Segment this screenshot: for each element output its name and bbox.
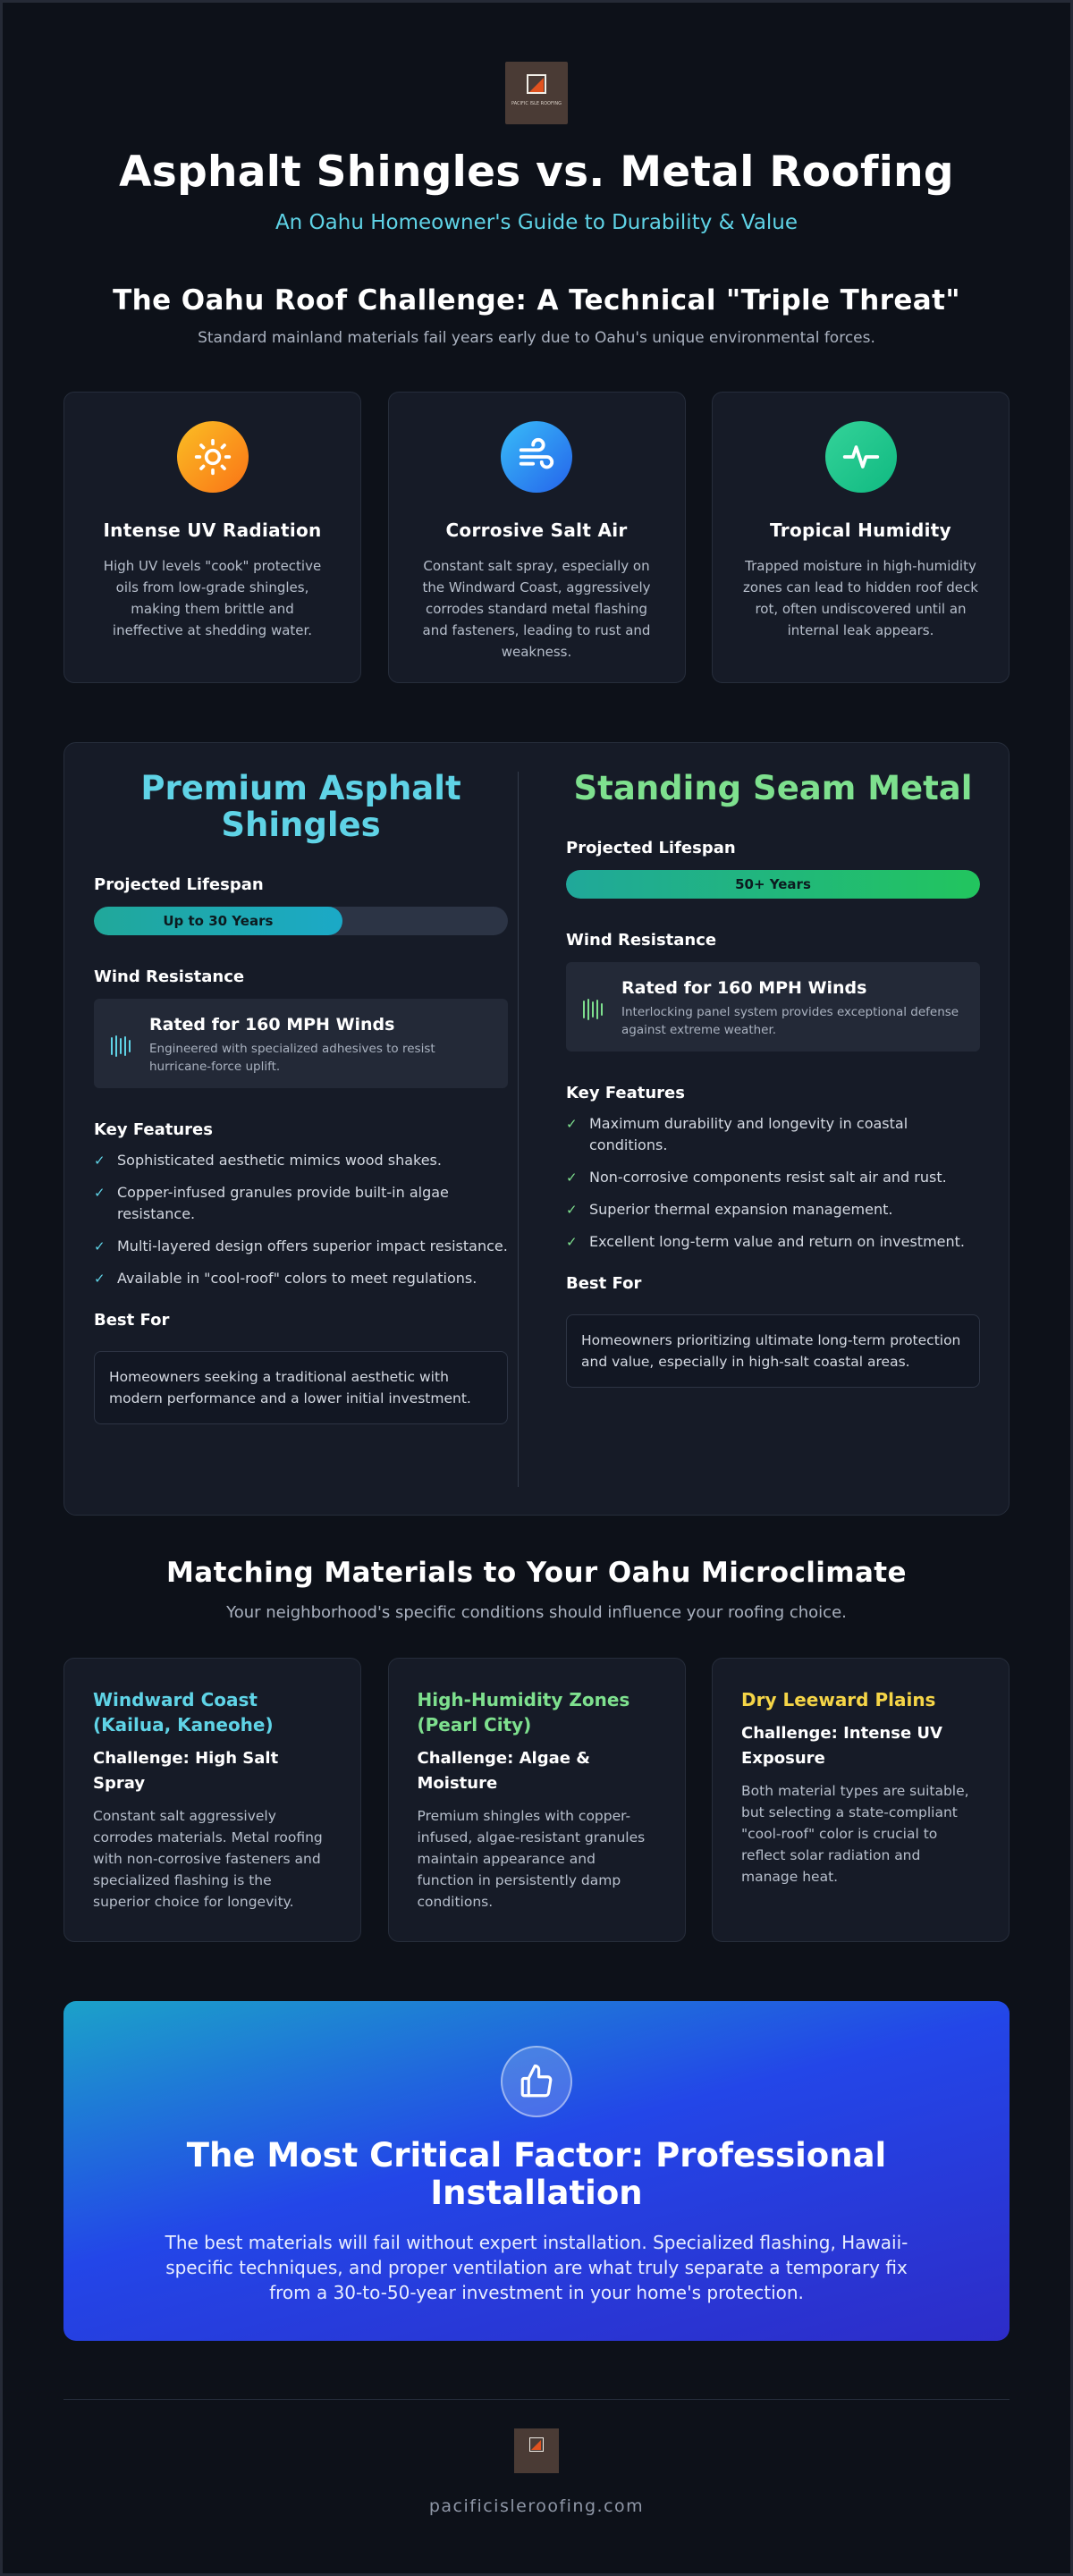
- metal-column: [536, 743, 1009, 1515]
- feature-item: ✓ Excellent long-term value and return on investment.: [566, 1231, 980, 1253]
- microclimate-cards: [63, 1658, 1010, 1942]
- microclimate-card-challenge: Challenge: Intense UV Exposure: [741, 1724, 942, 1768]
- microclimate-card-title: High-Humidity Zones (Pearl City): [417, 1689, 630, 1736]
- lifespan-bar: [566, 870, 980, 899]
- check-icon: ✓: [566, 1202, 578, 1218]
- best-for-box: Homeowners prioritizing ultimate long-term protection and value, especially in high-salt coastal areas.: [566, 1314, 980, 1388]
- asphalt-title: Premium Asphalt Shingles: [140, 769, 461, 844]
- best-for-label: Best For: [566, 1274, 642, 1293]
- callout-text: The best materials will fail without expert installation. Specialized flashing, Hawaii-specific techniques, and proper ventilation are what truly separate a temporary fix from a 30-to-50-year investment in your home's protection.: [165, 2232, 908, 2303]
- threat-text: High UV levels "cook" protective oils from low-grade shingles, making them brittle and ineffective at shedding water.: [103, 558, 322, 638]
- column-divider: [518, 772, 519, 1487]
- thumbs-up-icon: [501, 2046, 572, 2117]
- lifespan-label: Projected Lifespan: [94, 875, 264, 894]
- microclimate-title: Matching Materials to Your Oahu Microclimate: [166, 1557, 907, 1589]
- check-icon: ✓: [566, 1116, 578, 1132]
- features-label: Key Features: [566, 1084, 685, 1102]
- installation-callout: [63, 2001, 1010, 2341]
- callout-title: The Most Critical Factor: Professional Installation: [186, 2136, 887, 2212]
- wind-label: Wind Resistance: [566, 931, 717, 950]
- brand-logo: PACIFIC ISLE ROOFING: [505, 62, 568, 124]
- microclimate-card-humidity: [388, 1658, 686, 1942]
- best-for-box: Homeowners seeking a traditional aesthetic with modern performance and a lower initial investment.: [94, 1351, 508, 1424]
- wind-rating-box: [566, 962, 980, 1052]
- lifespan-bar: [94, 907, 508, 935]
- metal-title: Standing Seam Metal: [573, 769, 973, 807]
- feature-item: ✓ Superior thermal expansion management.: [566, 1199, 980, 1220]
- wind-rating-title: Rated for 160 MPH Winds: [621, 978, 867, 998]
- best-for-label: Best For: [94, 1311, 170, 1330]
- check-icon: ✓: [94, 1153, 106, 1169]
- feature-list: [94, 1150, 508, 1289]
- challenge-subtitle: Standard mainland materials fail years early due to Oahu's unique environmental forces.: [198, 329, 875, 347]
- microclimate-card-windward: [63, 1658, 361, 1942]
- feature-item: ✓ Copper-infused granules provide built-in algae resistance.: [94, 1182, 508, 1225]
- footer-divider: [63, 2399, 1010, 2400]
- footer-logo: [514, 2428, 559, 2473]
- wind-waves-icon: [580, 996, 607, 1026]
- check-icon: ✓: [566, 1234, 578, 1250]
- feature-item: ✓ Multi-layered design offers superior impact resistance.: [94, 1236, 508, 1257]
- microclimate-card-leeward: [712, 1658, 1010, 1942]
- wind-rating-desc: Interlocking panel system provides exceptional defense against extreme weather.: [621, 1005, 959, 1037]
- threat-card-salt: [388, 392, 686, 683]
- feature-list: [566, 1113, 980, 1253]
- threat-text: Constant salt spray, especially on the Windward Coast, aggressively corrodes standard metal flashing and fasteners, leading to rust and weakness.: [422, 558, 651, 660]
- threat-title: Corrosive Salt Air: [445, 519, 628, 541]
- pulse-icon: [825, 421, 897, 493]
- wind-waves-icon: [108, 1033, 135, 1063]
- features-label: Key Features: [94, 1120, 213, 1139]
- sun-icon: [177, 421, 249, 493]
- page-subtitle: An Oahu Homeowner's Guide to Durability & Value: [275, 211, 798, 234]
- microclimate-subtitle: Your neighborhood's specific conditions should influence your roofing choice.: [226, 1603, 847, 1622]
- wind-label: Wind Resistance: [94, 967, 245, 986]
- threat-title: Intense UV Radiation: [103, 519, 322, 541]
- footer-url-link[interactable]: pacificisleroofing.com: [428, 2496, 645, 2516]
- page-title: Asphalt Shingles vs. Metal Roofing: [119, 148, 954, 197]
- wind-icon: [501, 421, 572, 493]
- threat-card-humidity: [712, 392, 1010, 683]
- feature-item: ✓ Non-corrosive components resist salt air and rust.: [566, 1167, 980, 1188]
- microclimate-card-text: Premium shingles with copper-infused, algae-resistant granules maintain appearance and function in persistently damp conditions.: [417, 1808, 646, 1910]
- lifespan-bar-fill: 50+ Years: [566, 870, 980, 899]
- asphalt-column: [64, 743, 536, 1515]
- check-icon: ✓: [94, 1271, 106, 1287]
- feature-item: ✓ Maximum durability and longevity in coastal conditions.: [566, 1113, 980, 1156]
- microclimate-card-title: Windward Coast (Kailua, Kaneohe): [93, 1689, 274, 1736]
- challenge-title: The Oahu Roof Challenge: A Technical "Triple Threat": [113, 284, 960, 317]
- threat-card-uv: [63, 392, 361, 683]
- microclimate-card-challenge: Challenge: High Salt Spray: [93, 1749, 279, 1793]
- feature-item: ✓ Sophisticated aesthetic mimics wood shakes.: [94, 1150, 508, 1171]
- feature-item: ✓ Available in "cool-roof" colors to meet regulations.: [94, 1268, 508, 1289]
- wind-rating-box: [94, 999, 508, 1088]
- check-icon: ✓: [94, 1185, 106, 1201]
- microclimate-card-text: Constant salt aggressively corrodes materials. Metal roofing with non-corrosive fasteners and specialized flashing is the superior choice for longevity.: [93, 1808, 323, 1910]
- lifespan-bar-fill: Up to 30 Years: [94, 907, 342, 935]
- check-icon: ✓: [566, 1170, 578, 1186]
- microclimate-card-title: Dry Leeward Plains: [741, 1689, 936, 1710]
- wind-rating-title: Rated for 160 MPH Winds: [149, 1015, 395, 1035]
- comparison-panel: [63, 742, 1010, 1516]
- check-icon: ✓: [94, 1238, 106, 1254]
- lifespan-label: Projected Lifespan: [566, 839, 736, 857]
- threat-title: Tropical Humidity: [770, 519, 951, 541]
- threat-cards: [63, 392, 1010, 683]
- microclimate-card-text: Both material types are suitable, but selecting a state-compliant "cool-roof" color is crucial to reflect solar radiation and manage heat.: [741, 1783, 969, 1885]
- threat-text: Trapped moisture in high-humidity zones can lead to hidden roof deck rot, often undiscovered until an internal leak appears.: [743, 558, 978, 638]
- microclimate-card-challenge: Challenge: Algae & Moisture: [417, 1749, 590, 1793]
- wind-rating-desc: Engineered with specialized adhesives to resist hurricane-force uplift.: [149, 1042, 435, 1074]
